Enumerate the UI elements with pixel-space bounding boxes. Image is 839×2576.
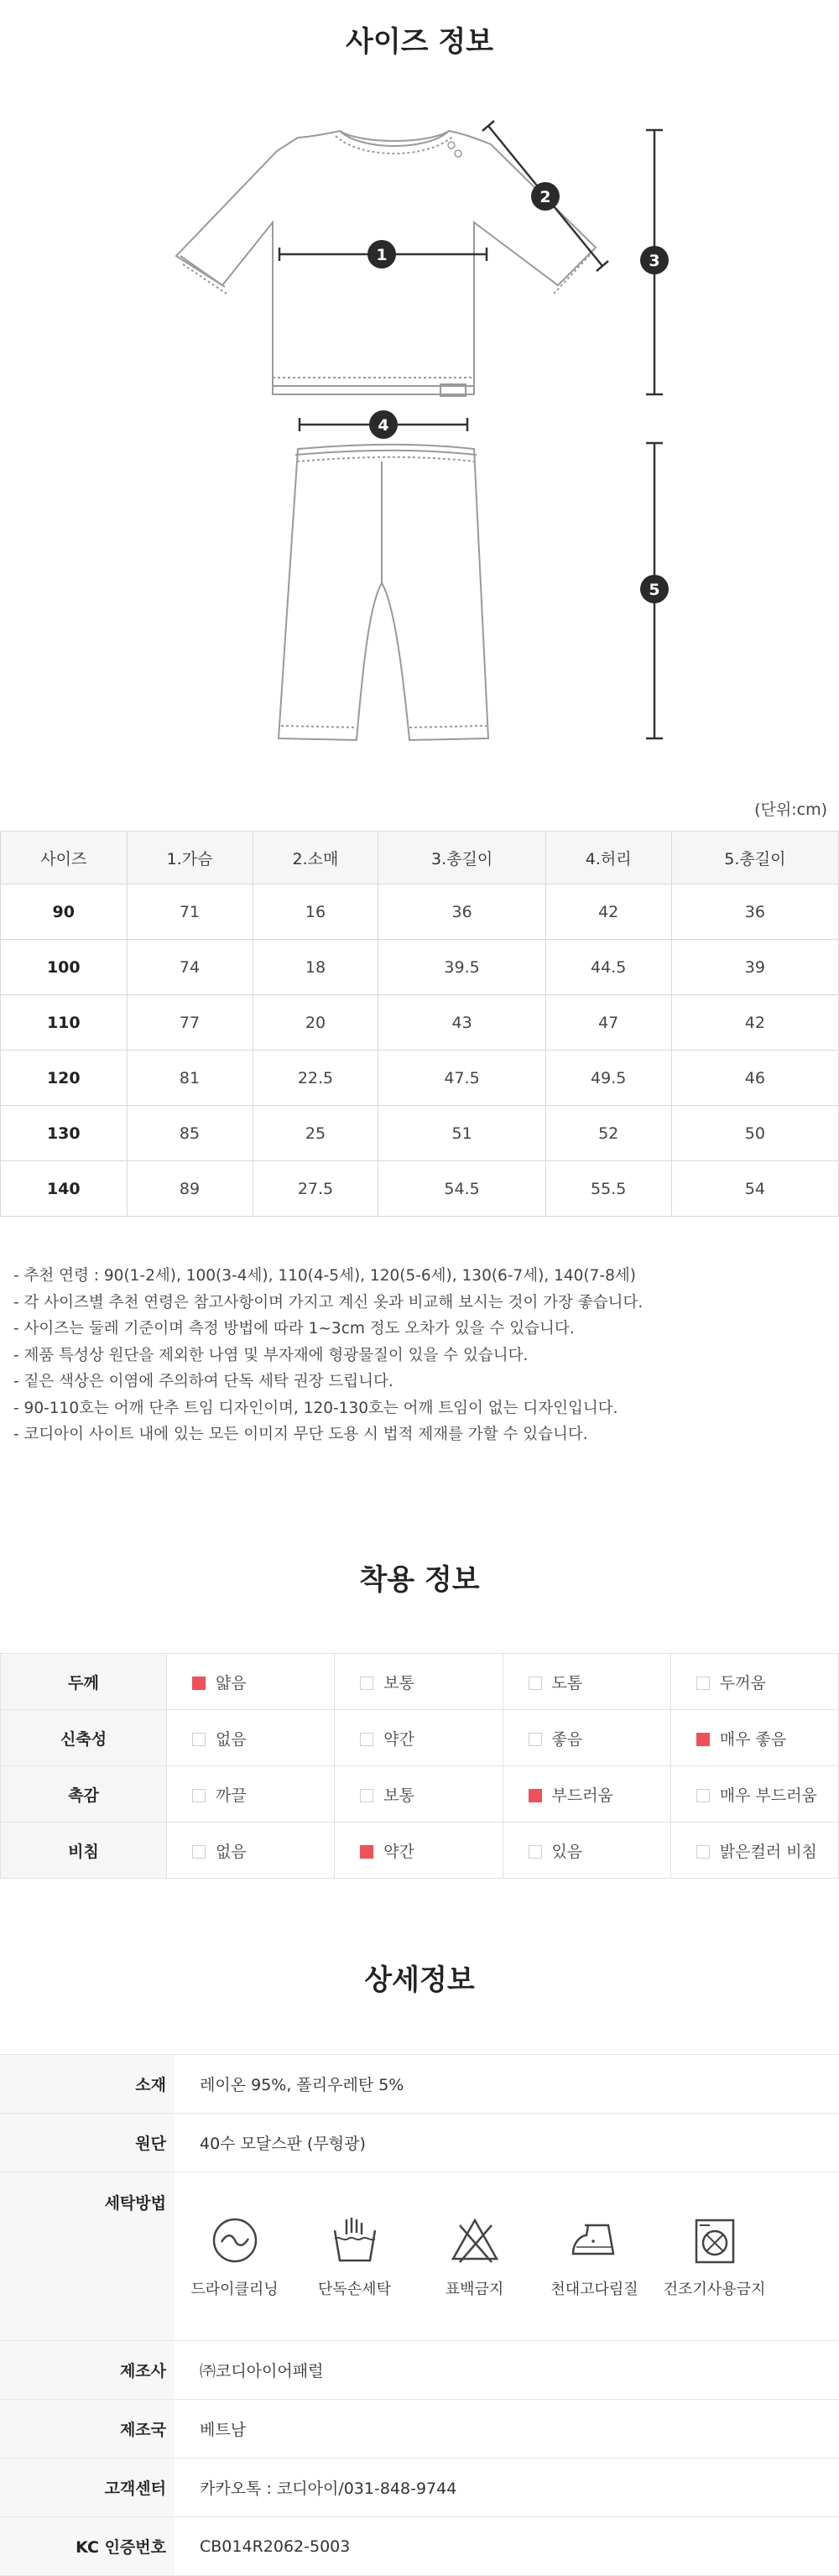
marker-4-label: 4 (378, 416, 389, 435)
fit-option-label: 부드러움 (551, 1786, 613, 1805)
no-tumble-dry-icon (688, 2214, 742, 2267)
notes-list (13, 1263, 643, 1448)
detail-row-fabric (0, 2114, 839, 2172)
header-size: 사이즈 (1, 832, 128, 884)
fit-option-label: 매우 부드러움 (719, 1786, 817, 1805)
fit-option (167, 1654, 335, 1710)
fit-option-label: 까끌 (216, 1786, 247, 1805)
fit-option (503, 1654, 670, 1710)
checkbox-icon (192, 1845, 206, 1859)
header-sleeve: 2.소매 (253, 832, 378, 884)
note-item: - 제품 특성상 원단을 제외한 나염 및 부자재에 형광물질이 있을 수 있습니다. (13, 1346, 529, 1364)
wash-item (654, 2214, 774, 2299)
cell: 49.5 (545, 1051, 671, 1106)
checkbox-icon (192, 1733, 206, 1746)
fit-label: 두께 (1, 1654, 167, 1710)
checkbox-icon (529, 1733, 542, 1746)
detail-label: 제조국 (0, 2400, 175, 2459)
checkbox-icon (529, 1789, 542, 1802)
fit-option (167, 1710, 335, 1766)
cell: 54.5 (378, 1161, 545, 1217)
checkbox-icon (192, 1676, 206, 1690)
fit-option-label: 밝은컬러 비침 (719, 1842, 817, 1861)
table-row (1, 995, 839, 1051)
fit-option-label: 없음 (216, 1842, 247, 1861)
fit-option (335, 1766, 503, 1822)
fit-option (670, 1710, 838, 1766)
cell: 39 (671, 940, 838, 995)
fit-option-label: 약간 (383, 1729, 414, 1749)
cell: 74 (127, 940, 253, 995)
detail-table (0, 2054, 839, 2576)
note-item: - 짙은 색상은 이염에 주의하여 단독 세탁 권장 드립니다. (13, 1373, 393, 1390)
cell: 42 (671, 995, 838, 1051)
fit-row-stretch (1, 1710, 839, 1766)
fit-option-label: 있음 (551, 1842, 583, 1861)
detail-row-kc (0, 2517, 839, 2576)
fit-option (503, 1822, 670, 1879)
fit-option-label: 도톰 (551, 1673, 583, 1692)
pants-illustration (279, 445, 488, 740)
checkbox-icon (696, 1845, 710, 1859)
unit-label: (단위:cm) (754, 800, 827, 819)
detail-row-country (0, 2400, 839, 2459)
size-info-title: 사이즈 정보 (345, 25, 494, 59)
marker-1-label: 1 (376, 246, 388, 264)
wash-item-label: 드라이클리닝 (190, 2281, 279, 2298)
header-waist: 4.허리 (545, 832, 671, 884)
checkbox-icon (529, 1845, 542, 1859)
table-row (1, 884, 839, 940)
note-item: - 90-110호는 어깨 단추 트임 디자인이며, 120-130호는 어깨 트임이 없는 디자인입니다. (13, 1399, 618, 1417)
detail-row-washing (0, 2172, 839, 2341)
marker-2-label: 2 (539, 188, 551, 206)
fit-option-label: 얇음 (216, 1673, 247, 1692)
marker-5-label: 5 (649, 581, 660, 599)
cell: 46 (671, 1051, 838, 1106)
cell: 52 (545, 1106, 671, 1161)
cell: 71 (127, 884, 253, 940)
checkbox-icon (696, 1789, 710, 1802)
header-pants-length: 5.총길이 (671, 832, 838, 884)
fit-label: 촉감 (1, 1766, 167, 1822)
table-row (1, 940, 839, 995)
cell: 43 (378, 995, 545, 1051)
cell: 42 (545, 884, 671, 940)
note-item: - 코디아이 사이트 내에 있는 모든 이미지 무단 도용 시 법적 제재를 가할 수 있습니다. (13, 1426, 588, 1443)
detail-label: 제조사 (0, 2341, 175, 2400)
wash-item-label: 건조기사용금지 (663, 2281, 766, 2298)
cell: 55.5 (545, 1161, 671, 1217)
checkbox-icon (192, 1789, 206, 1802)
note-item: - 각 사이즈별 추천 연령은 참고사항이며 가지고 계신 옷과 비교해 보시는 것이 가장 좋습니다. (13, 1293, 644, 1311)
fit-option-label: 보통 (383, 1673, 414, 1692)
detail-row-customer-center (0, 2459, 839, 2517)
marker-3-label: 3 (649, 252, 660, 270)
fit-option (503, 1766, 670, 1822)
cell: 90 (1, 884, 128, 940)
checkbox-icon (360, 1733, 373, 1746)
fit-option (670, 1766, 838, 1822)
fit-row-touch (1, 1766, 839, 1822)
detail-value: ㈜코디아이어패럴 (175, 2341, 839, 2400)
header-chest: 1.가슴 (127, 832, 253, 884)
wash-item (175, 2214, 294, 2299)
cell: 47.5 (378, 1051, 545, 1106)
wash-item-label: 단독손세탁 (318, 2281, 391, 2298)
note-item: - 추천 연령 : 90(1-2세), 100(3-4세), 110(4-5세), 120(5-6세), 130(6-7세), 140(7-8세) (13, 1267, 636, 1285)
cell: 120 (1, 1051, 128, 1106)
detail-label: KC 인증번호 (0, 2517, 175, 2576)
fit-option (335, 1654, 503, 1710)
fit-option (335, 1710, 503, 1766)
header-top-length: 3.총길이 (378, 832, 545, 884)
fit-table (0, 1653, 839, 1879)
fit-row-thickness (1, 1654, 839, 1710)
detail-row-material (0, 2055, 839, 2114)
cell: 39.5 (378, 940, 545, 995)
cell: 110 (1, 995, 128, 1051)
checkbox-icon (360, 1845, 373, 1859)
iron-icon (568, 2214, 622, 2267)
table-row (1, 1161, 839, 1217)
fit-option (167, 1822, 335, 1879)
cell: 140 (1, 1161, 128, 1217)
fit-option (335, 1822, 503, 1879)
detail-value: 레이온 95%, 폴리우레탄 5% (175, 2055, 839, 2114)
wash-item-label: 천대고다림질 (550, 2281, 638, 2298)
fit-option (503, 1710, 670, 1766)
checkbox-icon (360, 1676, 373, 1690)
cell: 130 (1, 1106, 128, 1161)
hand-wash-icon (328, 2214, 382, 2267)
cell: 36 (378, 884, 545, 940)
detail-row-manufacturer (0, 2341, 839, 2400)
fit-option (670, 1822, 838, 1879)
detail-label: 소재 (0, 2055, 175, 2114)
cell: 47 (545, 995, 671, 1051)
cell: 20 (253, 995, 378, 1051)
fit-option (167, 1766, 335, 1822)
cell: 22.5 (253, 1051, 378, 1106)
detail-value: 베트남 (175, 2400, 839, 2459)
cell: 18 (253, 940, 378, 995)
fit-option-label: 좋음 (551, 1729, 583, 1749)
fit-label: 비침 (1, 1822, 167, 1879)
cell: 51 (378, 1106, 545, 1161)
detail-info-title: 상세정보 (364, 1963, 475, 1997)
fit-option-label: 없음 (216, 1729, 247, 1749)
wash-item (294, 2214, 414, 2299)
checkbox-icon (529, 1676, 542, 1690)
washing-icons (175, 2172, 839, 2341)
cell: 27.5 (253, 1161, 378, 1217)
fit-row-sheerness (1, 1822, 839, 1879)
cell: 50 (671, 1106, 838, 1161)
cell: 89 (127, 1161, 253, 1217)
fit-label: 신축성 (1, 1710, 167, 1766)
note-item: - 사이즈는 둘레 기준이며 측정 방법에 따라 1~3cm 정도 오차가 있을 수 있습니다. (13, 1320, 575, 1338)
wash-item (414, 2214, 534, 2299)
checkbox-icon (696, 1733, 710, 1746)
fit-option-label: 약간 (383, 1842, 414, 1861)
detail-value: 40수 모달스판 (무형광) (175, 2114, 839, 2172)
cell: 85 (127, 1106, 253, 1161)
checkbox-icon (696, 1676, 710, 1690)
cell: 16 (253, 884, 378, 940)
detail-label: 원단 (0, 2114, 175, 2172)
fit-info-title: 착용 정보 (359, 1563, 480, 1597)
cell: 54 (671, 1161, 838, 1217)
detail-value: 카카오톡 : 코디아이/031-848-9744 (175, 2459, 839, 2517)
detail-label: 세탁방법 (0, 2172, 175, 2341)
fit-option (670, 1654, 838, 1710)
wash-item-label: 표백금지 (445, 2281, 504, 2298)
dry-clean-icon (208, 2214, 262, 2267)
cell: 81 (127, 1051, 253, 1106)
detail-value: CB014R2062-5003 (175, 2517, 839, 2576)
cell: 36 (671, 884, 838, 940)
fit-option-label: 두꺼움 (719, 1673, 766, 1692)
size-table (0, 831, 839, 1217)
wash-item (534, 2214, 654, 2299)
detail-label: 고객센터 (0, 2459, 175, 2517)
cell: 100 (1, 940, 128, 995)
table-row (1, 1051, 839, 1106)
cell: 25 (253, 1106, 378, 1161)
size-table-header-row (1, 832, 839, 884)
fit-option-label: 매우 좋음 (719, 1729, 787, 1749)
cell: 44.5 (545, 940, 671, 995)
fit-option-label: 보통 (383, 1786, 414, 1805)
table-row (1, 1106, 839, 1161)
cell: 77 (127, 995, 253, 1051)
checkbox-icon (360, 1789, 373, 1802)
no-bleach-icon (448, 2214, 502, 2267)
size-diagram (0, 92, 839, 755)
